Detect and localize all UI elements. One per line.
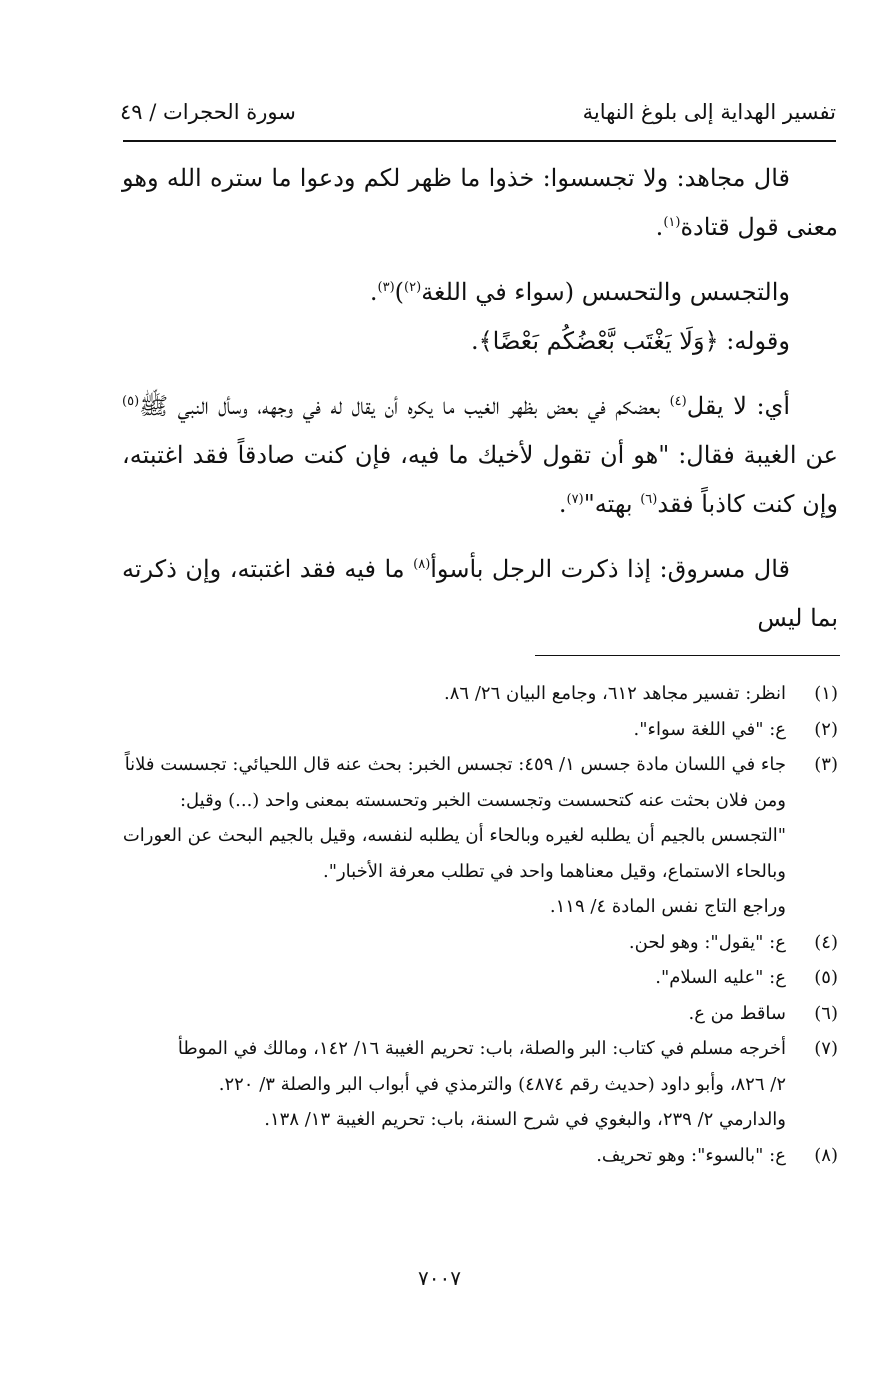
footnote-text xyxy=(122,1031,786,1138)
paragraph-text: والتجسس والتحسس (سواء في اللغة xyxy=(421,278,790,306)
footnote-text xyxy=(122,676,786,712)
paragraph-ghiba xyxy=(122,382,838,529)
paragraph-verse xyxy=(122,317,838,366)
footnote-ref: (٣) xyxy=(377,280,395,295)
footnote-line: ساقط من ع. xyxy=(688,1002,786,1024)
footnote-text xyxy=(122,747,786,925)
footnote-ref: (٧) xyxy=(566,492,584,507)
punctuation: . xyxy=(369,278,378,306)
paragraph-text: أي: لا يقل xyxy=(686,392,791,420)
footnote-number: (٣) xyxy=(814,754,838,775)
paragraph-text: قال مسروق: إذا ذكرت الرجل بأسوأ xyxy=(430,555,791,583)
paragraph-text: بعضكم في بعض بظهر الغيب ما يكره أن يقال له في وجهه، وسأل النبي ﷺ xyxy=(139,392,670,420)
running-header xyxy=(120,92,836,132)
paragraph-text: قال مجاهد: ولا تجسسوا: خذوا ما ظهر لكم ودعوا ما ستره الله وهو معنى قول قتادة xyxy=(122,164,838,241)
page-number: ٧٠٠٧ xyxy=(418,1266,461,1290)
footnote-item xyxy=(122,712,838,748)
footnote-line: ع: "عليه السلام". xyxy=(655,967,786,988)
footnote-line: ٢/ ٨٢٦، وأبو داود (حديث رقم ٤٨٧٤) والترمذي في أبواب البر والصلة ٣/ ٢٢٠. xyxy=(218,1073,786,1095)
footnote-ref: (٨) xyxy=(413,557,431,572)
footnote-text xyxy=(122,1138,786,1174)
surah-and-verse: سورة الحجرات / ٤٩ xyxy=(120,100,296,124)
footnote-item xyxy=(122,1031,838,1138)
footnote-item xyxy=(122,996,838,1032)
paragraph-text: وقوله: xyxy=(718,327,790,355)
footnote-ref: (٥) xyxy=(122,394,140,409)
punctuation: . xyxy=(655,213,664,241)
book-title: تفسير الهداية إلى بلوغ النهاية xyxy=(582,100,836,124)
paragraph-masruq xyxy=(122,545,838,643)
footnote-number: (٦) xyxy=(814,1002,838,1024)
punctuation: . xyxy=(558,490,567,518)
footnote-ref: (٦) xyxy=(640,492,658,507)
footnote-line: ع: "في اللغة سواء". xyxy=(633,718,786,740)
footnote-line: "التجسس بالجيم أن يطلبه لغيره وبالحاء أن يطلبه لنفسه، وقيل بالجيم البحث عن العورات xyxy=(122,825,786,846)
footnote-number: (١) xyxy=(814,683,838,704)
paragraph-text: بهته" xyxy=(583,490,641,518)
footnote-line: ع: "يقول": وهو لحن. xyxy=(628,931,786,953)
footnote-line: انظر: تفسير مجاهد ٦١٢، وجامع البيان ٢٦/ ٨٦. xyxy=(444,683,786,704)
paragraph-text: ما فيه فقد اغتبته، وإن ذكرته بما ليس xyxy=(122,555,838,632)
footnote-item xyxy=(122,676,838,712)
footnote-ref: (٢) xyxy=(404,280,422,295)
footnote-number: (٢) xyxy=(814,718,838,740)
footnote-item xyxy=(122,925,838,961)
footnote-line: والدارمي ٢/ ٢٣٩، والبغوي في شرح السنة، باب: تحريم الغيبة ١٣/ ١٣٨. xyxy=(264,1109,786,1130)
footnote-line: وراجع التاج نفس المادة ٤/ ١١٩. xyxy=(549,896,786,917)
footnote-number: (٥) xyxy=(814,967,838,988)
footnote-line: أخرجه مسلم في كتاب: البر والصلة، باب: تحريم الغيبة ١٦/ ١٤٢، ومالك في الموطأ xyxy=(177,1038,786,1059)
paragraph-text: ) xyxy=(394,278,405,306)
footnote-text xyxy=(122,712,786,748)
footnotes xyxy=(122,676,838,1173)
header-rule xyxy=(123,140,836,142)
paragraph-mujahid xyxy=(122,154,838,252)
footnote-item xyxy=(122,1138,838,1174)
footnote-separator xyxy=(535,655,840,656)
footnote-ref: (١) xyxy=(663,215,681,230)
main-text xyxy=(122,154,838,643)
footnote-line: ومن فلان بحثت عنه كتحسست وتجسست الخبر وتحسسته بمعنى واحد (...) وقيل: xyxy=(179,789,786,811)
quran-verse: ﴿وَلَا يَغْتَب بَّعْضُكُم بَعْضًا﴾ xyxy=(478,327,719,355)
punctuation: . xyxy=(470,327,479,355)
footnote-item xyxy=(122,747,838,925)
footnote-line: جاء في اللسان مادة جسس ١/ ٤٥٩: تجسس الخبر: بحث عنه قال اللحيائي: تجسست فلاناً xyxy=(124,754,786,775)
paragraph-tajassus xyxy=(122,268,838,317)
footnote-line: ع: "بالسوء": وهو تحريف. xyxy=(596,1144,786,1166)
footnote-item xyxy=(122,960,838,996)
footnote-text xyxy=(122,925,786,961)
footnote-number: (٤) xyxy=(814,931,838,953)
footnote-text xyxy=(122,996,786,1032)
paragraph-text: عن الغيبة فقال: "هو أن تقول لأخيك ما فيه، فإن كنت صادقاً فقد اغتبته، وإن كنت كاذباً فقد xyxy=(122,441,839,518)
footnote-number: (٧) xyxy=(814,1038,838,1059)
footnote-ref: (٤) xyxy=(669,394,687,409)
footnote-line: وبالحاء الاستماع، وقيل معناهما واحد في تطلب معرفة الأخبار". xyxy=(322,860,786,882)
footnote-text xyxy=(122,960,786,996)
footnote-number: (٨) xyxy=(814,1144,838,1166)
